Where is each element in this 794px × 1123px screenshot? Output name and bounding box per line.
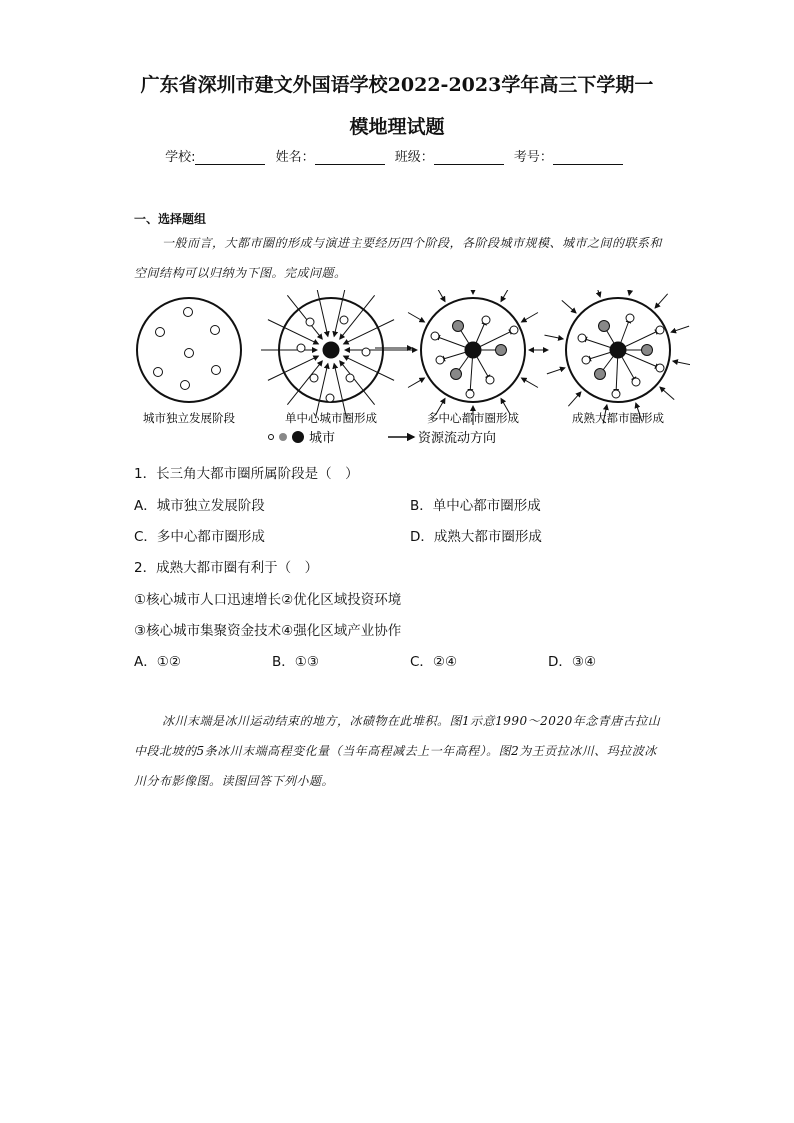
stage2-flow-arrow (315, 290, 327, 336)
section-title: 一、选择题组 (134, 212, 207, 226)
stage2-label: 单中心城市圈形成 (285, 411, 377, 425)
stage3-secondary-city (453, 321, 464, 332)
stage4-city (632, 378, 640, 386)
q2-option-b[interactable]: B．①③ (272, 654, 319, 670)
intro-paragraph: 一般而言，大都市圈的形成与演进主要经历四个阶段，各阶段城市规模、城市之间的联系和空间结构可以归纳为下图。完成问题。 (134, 236, 663, 280)
stage2-city (346, 374, 354, 382)
school-label: 学校: (165, 150, 196, 165)
stage4-secondary-city (642, 345, 653, 356)
glacier-paragraph: 冰川末端是冰川运动结束的地方，冰碛物在此堆积。图1示意1990～2020年念青唐古拉山中段北坡的5条冰川末端高程变化量（当年高程减去上一年高程）。图2为王贡拉冰川、玛拉波冰川分布影像图。读图回答下列小题。 (134, 714, 661, 788)
stage3-inflow-arrow (501, 290, 511, 302)
stage3-city (486, 376, 494, 384)
stage2-city (326, 394, 334, 402)
q1-option-d[interactable]: D．成熟大都市圈形成 (410, 529, 542, 545)
stage4-city (612, 390, 620, 398)
q2-option-a[interactable]: A．①② (134, 654, 181, 670)
stage2-city (340, 316, 348, 324)
stage3-inflow-arrow (408, 313, 424, 323)
stage3-inflow-arrow (436, 290, 446, 302)
school-blank[interactable] (195, 152, 265, 165)
stage3-core-city (465, 342, 481, 358)
stage4-label: 成熟大都市圈形成 (572, 411, 664, 425)
stage3-city (436, 356, 444, 364)
q2-stem: 2．成熟大都市圈有利于（ ） (134, 560, 319, 576)
stage3-inflow-arrow (521, 378, 537, 388)
number-blank[interactable] (553, 152, 623, 165)
stage2-flow-arrow (287, 295, 322, 339)
stage3-city (482, 316, 490, 324)
stage3-secondary-city (496, 345, 507, 356)
stage4-city (626, 314, 634, 322)
student-info-row (0, 146, 794, 165)
q2-statement-2: ③核心城市集聚资金技术④强化区域产业协作 (134, 623, 402, 639)
stage1-city (184, 308, 193, 317)
stage1-city (156, 328, 165, 337)
legend-small-city (269, 435, 274, 440)
q1-stem: 1．长三角大都市圈所属阶段是（ ） (134, 466, 359, 482)
class-label: 班级： (394, 150, 434, 165)
stage4-inflow-arrow (660, 387, 674, 400)
stage4-secondary-city (595, 369, 606, 380)
stage2-city (306, 318, 314, 326)
stage4-city (656, 326, 664, 334)
q1-option-b[interactable]: B．单中心都市圈形成 (410, 498, 541, 514)
number-label: 考号： (513, 150, 553, 165)
stage1-city (185, 349, 194, 358)
stage4-inflow-arrow (671, 326, 689, 332)
stage4-city (656, 364, 664, 372)
name-blank[interactable] (315, 152, 385, 165)
stage3-secondary-city (451, 369, 462, 380)
legend-secondary-city (279, 433, 287, 441)
stage2-city (310, 374, 318, 382)
stage4-inflow-arrow (547, 368, 565, 374)
stage3-city (510, 326, 518, 334)
stage3-label: 多中心都市圈形成 (427, 411, 519, 425)
stage1-city (181, 381, 190, 390)
q2-option-d[interactable]: D．③④ (548, 654, 597, 670)
q1-option-c[interactable]: C．多中心都市圈形成 (134, 529, 265, 545)
stage4-secondary-city (599, 321, 610, 332)
stage3-inflow-arrow (408, 378, 424, 388)
stage3-inflow-arrow (521, 313, 537, 323)
exam-title-line2: 模地理试题 (349, 116, 445, 138)
stage4-inflow-arrow (655, 294, 668, 308)
stage4-inflow-arrow (594, 290, 600, 297)
class-blank[interactable] (434, 152, 504, 165)
stage1-city (154, 368, 163, 377)
exam-title-line1: 广东省深圳市建文外国语学校2022-2023学年高三下学期一 (140, 74, 654, 96)
legend-city-label: 城市 (309, 431, 336, 446)
stage2-flow-arrow (287, 361, 322, 405)
stage1-city (211, 326, 220, 335)
q2-statement-1: ①核心城市人口迅速增长②优化区域投资环境 (134, 592, 402, 608)
stage2-city (362, 348, 370, 356)
stage4-core-city (610, 342, 626, 358)
stage2-flow-arrow (340, 361, 375, 405)
q1-option-a[interactable]: A．城市独立发展阶段 (134, 498, 265, 514)
stage4-inflow-arrow (562, 300, 576, 313)
legend-flow-label: 资源流动方向 (418, 431, 497, 446)
stage2-flow-arrow (344, 320, 394, 344)
stage3-city (431, 332, 439, 340)
stage4-inflow-arrow (544, 335, 563, 339)
stage2-flow-arrow (334, 290, 346, 336)
name-label: 姓名： (275, 150, 315, 165)
stage2-core-city (323, 342, 339, 358)
stage1-label: 城市独立发展阶段 (143, 411, 235, 425)
legend-core-city (292, 431, 304, 443)
stage3-city (466, 390, 474, 398)
stage1-city (212, 366, 221, 375)
stage4-city (582, 356, 590, 364)
stage2-city (297, 344, 305, 352)
metropolitan-stage-diagram (130, 290, 690, 450)
stage4-inflow-arrow (629, 290, 633, 295)
stage4-inflow-arrow (673, 361, 690, 365)
stage4-city (578, 334, 586, 342)
stage4-inflow-arrow (568, 392, 581, 406)
q2-option-c[interactable]: C．②④ (410, 654, 458, 670)
